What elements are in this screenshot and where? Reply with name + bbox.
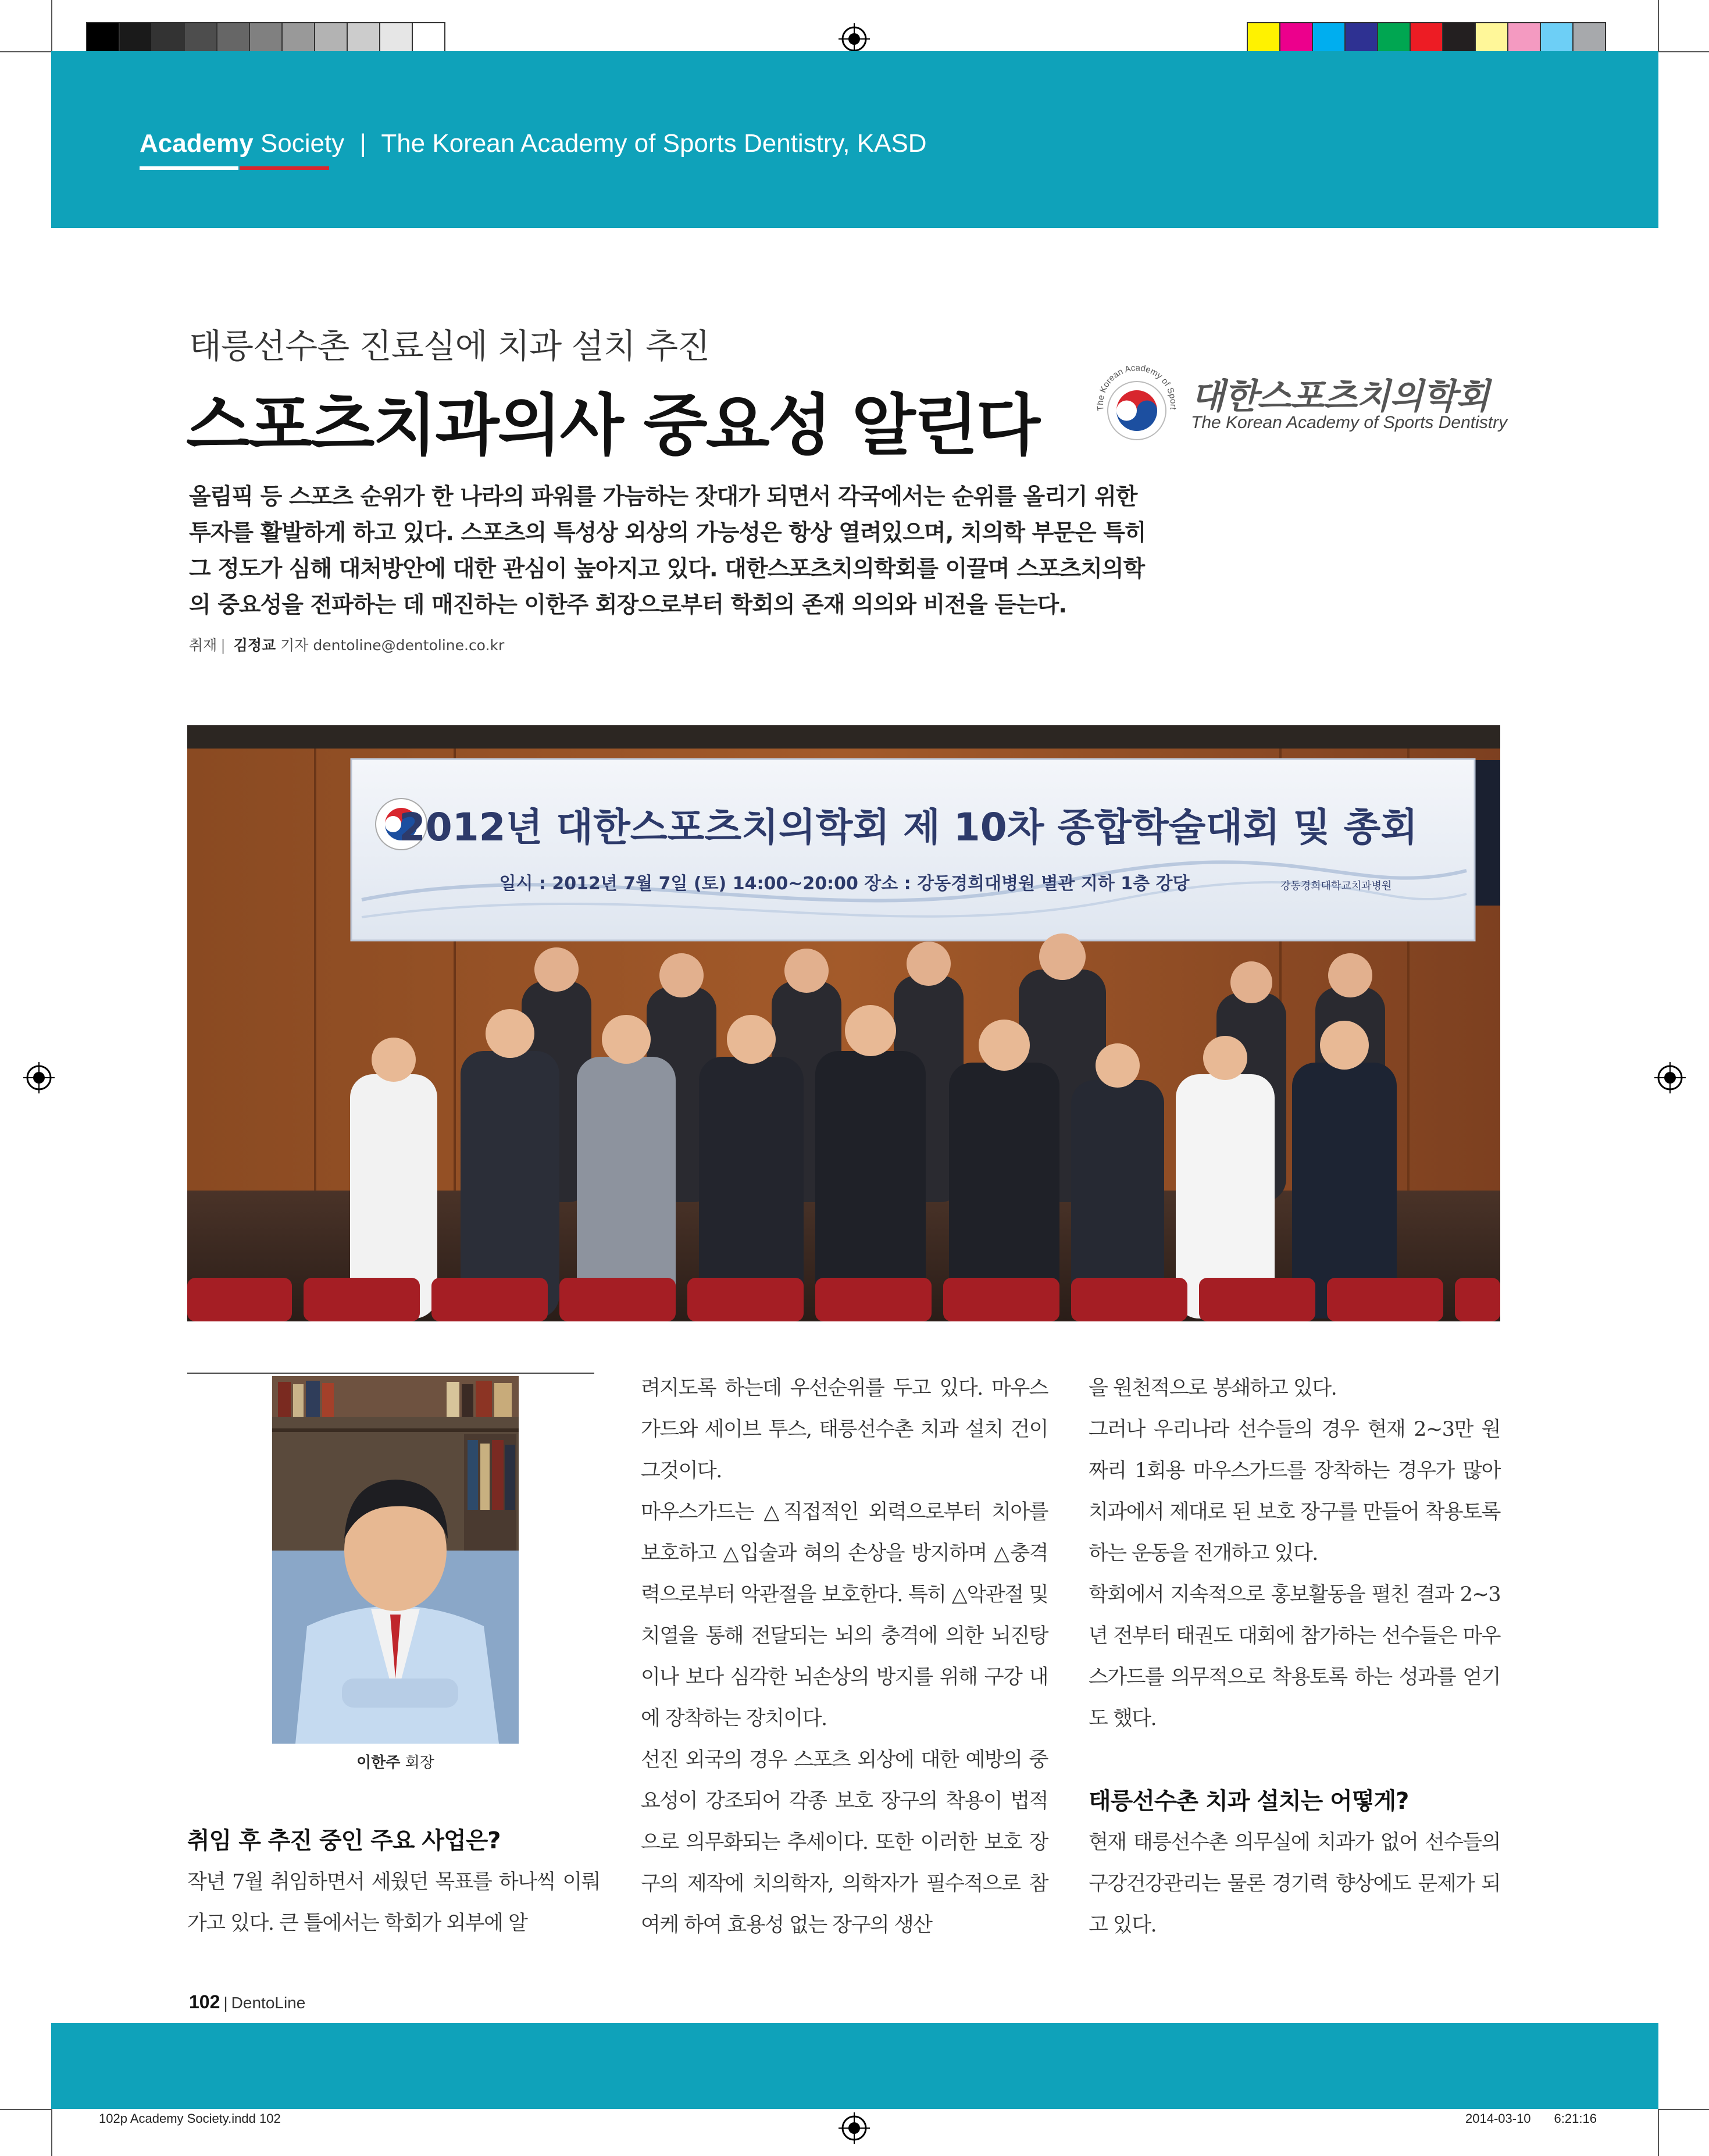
byline-role: 기자 — [280, 637, 309, 654]
caption-title: 회장 — [405, 1754, 434, 1772]
article-subtitle: 태릉선수촌 진료실에 치과 설치 추진 — [189, 326, 710, 366]
color-swatch — [347, 22, 380, 55]
color-swatch — [151, 22, 185, 55]
crop-mark — [1658, 51, 1709, 52]
color-swatch — [1410, 22, 1443, 55]
slug-file: 102p Academy Society.indd 102 — [99, 2111, 281, 2126]
color-swatch — [1540, 22, 1574, 55]
color-swatch — [412, 22, 445, 55]
process-color-bar — [1247, 22, 1605, 55]
color-swatch — [379, 22, 413, 55]
color-swatch — [216, 22, 250, 55]
group-photo — [187, 725, 1500, 1321]
color-swatch — [1279, 22, 1313, 55]
color-swatch — [184, 22, 217, 55]
page-folio — [189, 1991, 305, 2013]
magazine-name: DentoLine — [231, 1994, 306, 2012]
body-paragraph: 현재 태릉선수촌 의무실에 치과가 없어 선수들의 구강건강관리는 물론 경기력 향상에도 문제가 되고 있다. — [1089, 1831, 1500, 1937]
body-paragraph: 마우스가드는 △직접적인 외력으로부터 치아를 보호하고 △입술과 혀의 손상을 방지하며 △충격력으로부터 악관절을 보호한다. 특히 △악관절 및 치열을 통해 전달되는 뇌의 충격에 의한 뇌진탕이나 보다 심각한 뇌손상의 방지를 위해 구강 내에 장착하는 장치이다. — [641, 1501, 1048, 1730]
emblem-ring-text: The Korean Academy of Sport — [1095, 365, 1179, 412]
crop-mark — [0, 2109, 51, 2110]
caption-name: 이한주 — [356, 1754, 401, 1772]
banner-sponsor: 강동경희대학교치과병원 — [1280, 880, 1392, 892]
slug-date: 2014-03-10 — [1465, 2111, 1531, 2126]
byline-label: 취재 — [189, 637, 217, 654]
section-underline-red — [240, 166, 329, 170]
folio-separator: | — [223, 1994, 228, 2012]
registration-mark-icon — [23, 1062, 55, 1093]
body-paragraph: 을 원천적으로 봉쇄하고 있다. — [1089, 1377, 1337, 1400]
crop-mark — [51, 2109, 52, 2156]
color-swatch — [1475, 22, 1508, 55]
crop-mark — [1658, 2109, 1659, 2156]
byline-name: 김정교 — [233, 637, 276, 654]
section-name-light: Society — [260, 129, 345, 158]
color-swatch — [1377, 22, 1411, 55]
color-swatch — [1507, 22, 1541, 55]
article-lead: 올림픽 등 스포츠 순위가 한 나라의 파워를 가늠하는 잣대가 되면서 각국에서는 순위를 올리기 위한 투자를 활발하게 하고 있다. 스포츠의 특성상 외상의 가능성은 항상 열려있으며, 치의학 부문은 특히 그 정도가 심해 대처방안에 대한 관심이 높아지고 있다. 대한스포츠치의학회를 이끌며 스포츠치의학의 중요성을 전파하는 데 매진하는 이한주 회장으로부터 학회의 존재 의의와 비전을 듣는다. — [189, 484, 1146, 618]
banner-details: 일시 : 2012년 7월 7일 (토) 14:00~20:00 장소 : 강동경희대병원 별관 지하 1층 강당 — [499, 874, 1190, 894]
slug-time: 6:21:16 — [1554, 2111, 1597, 2126]
portrait-caption — [272, 1751, 519, 1772]
byline — [189, 634, 504, 655]
body-paragraph: 작년 7월 취임하면서 세웠던 목표를 하나씩 이뤄가고 있다. 큰 틀에서는 학회가 외부에 알 — [187, 1870, 600, 1935]
section-title — [140, 129, 927, 158]
color-swatch — [281, 22, 315, 55]
byline-email: dentoline@dentoline.co.kr — [313, 637, 505, 654]
article-headline: 스포츠치과의사 중요성 알린다 — [186, 387, 1039, 464]
portrait-photo — [272, 1376, 519, 1744]
body-paragraph: 그러나 우리나라 선수들의 경우 현재 2~3만 원 짜리 1회용 마우스가드를 장착하는 경우가 많아 치과에서 제대로 된 보호 장구를 만들어 착용토록 하는 운동을 전개하고 있다. — [1089, 1418, 1500, 1565]
color-swatch — [1312, 22, 1346, 55]
society-emblem-icon — [1093, 365, 1180, 447]
banner-title: 2012년 대한스포츠치의학회 제 10차 종합학술대회 및 총회 — [398, 805, 1418, 850]
section-separator: | — [359, 129, 366, 158]
crop-mark — [0, 51, 51, 52]
registration-mark-icon — [839, 23, 870, 55]
society-logo — [1093, 365, 1512, 447]
section-name-bold: Academy — [140, 129, 254, 158]
body-column-2 — [641, 1368, 1048, 1946]
page-number: 102 — [189, 1991, 220, 2012]
section-heading-taereung-clinic: 태릉선수촌 치과 설치는 어떻게? — [1089, 1788, 1409, 1815]
crop-mark — [1658, 0, 1659, 52]
column-rule — [187, 1373, 594, 1374]
slug-timestamp — [1465, 2111, 1597, 2126]
logo-english-name: The Korean Academy of Sports Dentistry — [1191, 413, 1508, 432]
color-swatch — [86, 22, 120, 55]
crop-mark — [51, 0, 52, 52]
footer-band — [51, 2023, 1658, 2109]
section-journal: The Korean Academy of Sports Dentistry, KASD — [381, 129, 927, 158]
logo-korean-name: 대한스포츠치의학회 — [1191, 376, 1489, 417]
body-paragraph: 학회에서 지속적으로 홍보활동을 펼친 결과 2~3년 전부터 태권도 대회에 참가하는 선수들은 마우스가드를 의무적으로 착용토록 하는 성과를 얻기도 했다. — [1089, 1583, 1500, 1730]
paragraph-spacer — [1089, 1740, 1500, 1781]
color-swatch — [1572, 22, 1606, 55]
section-underline-white — [140, 166, 238, 170]
color-swatch — [119, 22, 152, 55]
color-swatch — [1442, 22, 1476, 55]
color-swatch — [1344, 22, 1378, 55]
body-column-3 — [1089, 1368, 1500, 1946]
body-paragraph: 려지도록 하는데 우선순위를 두고 있다. 마우스가드와 세이브 투스, 태릉선수촌 치과 설치 건이 그것이다. — [641, 1377, 1048, 1483]
body-paragraph: 선진 외국의 경우 스포츠 외상에 대한 예방의 중요성이 강조되어 각종 보호 장구의 착용이 법적으로 의무화되는 추세이다. 또한 이러한 보호 장구의 제작에 치의학자, 의학자가 필수적으로 참여케 하여 효용성 없는 장구의 생산 — [641, 1748, 1048, 1937]
section-heading-main-projects: 취임 후 추진 중인 주요 사업은? — [187, 1827, 501, 1854]
registration-mark-icon — [1654, 1062, 1686, 1093]
color-swatch — [1247, 22, 1280, 55]
byline-separator: | — [220, 637, 226, 654]
body-column-1 — [187, 1820, 600, 1944]
color-swatch — [249, 22, 283, 55]
color-swatch — [314, 22, 348, 55]
registration-mark-icon — [839, 2112, 870, 2144]
crop-mark — [1658, 2109, 1709, 2110]
grayscale-color-bar — [86, 22, 444, 55]
